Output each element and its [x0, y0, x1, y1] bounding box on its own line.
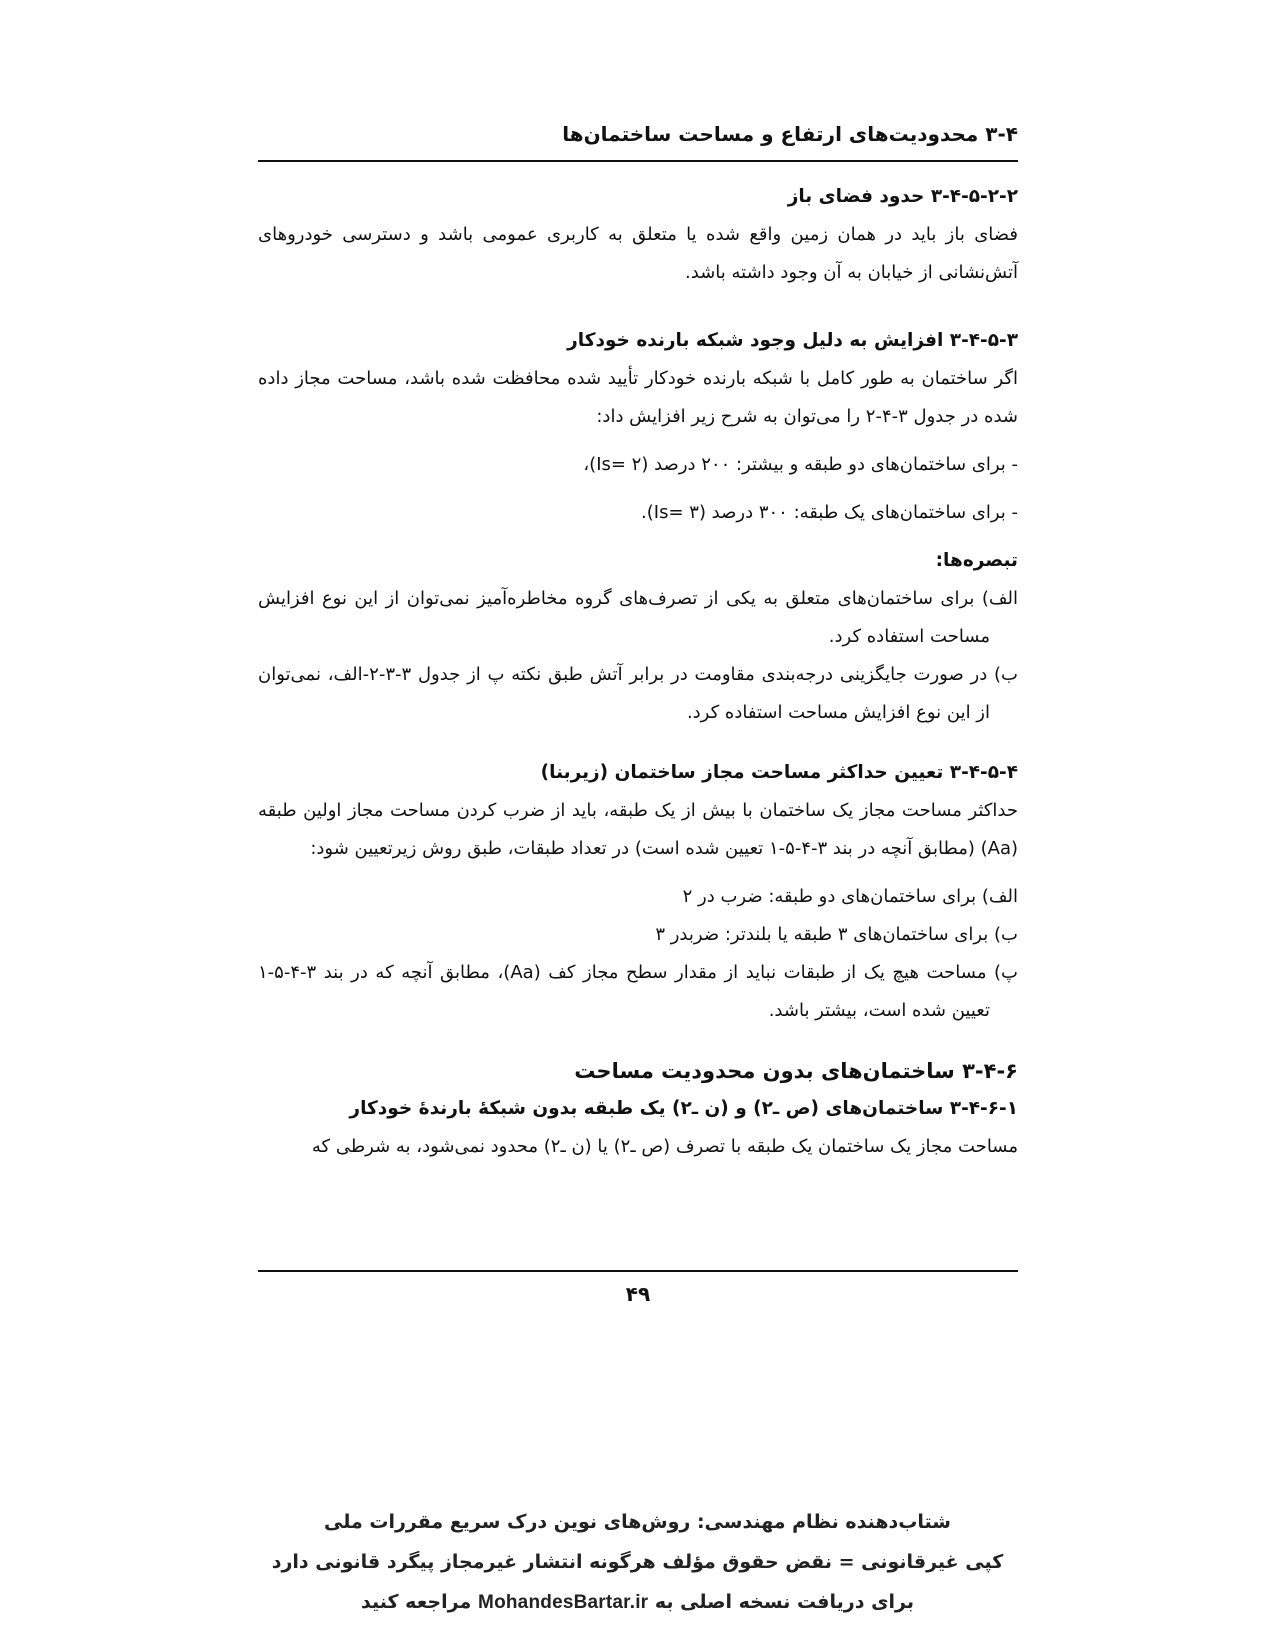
watermark-line-3-suffix: مراجعه کنید — [361, 1591, 472, 1613]
list-item-b: ب) برای ساختمان‌های ۳ طبقه یا بلندتر: ضربدر ۳ — [655, 924, 1018, 945]
watermark-line-1: شتاب‌دهنده نظام مهندسی: روش‌های نوین درک سریع مقررات ملی — [324, 1511, 951, 1533]
running-header-title: ۳-۴ محدودیت‌های ارتفاع و مساحت ساختمان‌ها — [562, 122, 1018, 146]
page-body — [258, 178, 1018, 1166]
watermark-line-2: کپی غیرقانونی = نقض حقوق مؤلف هرگونه انتشار غیرمجاز پیگرد قانونی دارد — [271, 1551, 1004, 1573]
paragraph-sprinkler: اگر ساختمان به طور کامل با شبکه بارنده خودکار تأیید شده محافظت شده باشد، مساحت مجاز داده شده در جدول ۳-۴-۲ را می‌توان به شرح زیر افزایش داد: — [258, 368, 1018, 427]
paragraph-unlimited: مساحت مجاز یک ساختمان یک طبقه با تصرف (ص ـ۲) یا (ن ـ۲) محدود نمی‌شود، به شرطی که — [311, 1136, 1018, 1157]
note-a: الف) برای ساختمان‌های متعلق به یکی از تصرف‌های گروه مخاطره‌آمیز نمی‌توان از این نوع افزایش مساحت استفاده کرد. — [258, 588, 1018, 647]
section-heading-sprinkler: ۳-۴-۵-۳ افزایش به دلیل وجود شبکه بارنده خودکار — [567, 330, 1018, 351]
note-b: ب) در صورت جایگزینی درجه‌بندی مقاومت در برابر آتش طبق نکته پ از جدول ۳-۳-۲-الف، نمی‌توان از این نوع افزایش مساحت استفاده کرد. — [258, 664, 1018, 723]
notes-title: تبصره‌ها: — [935, 550, 1018, 571]
spacer — [258, 868, 1018, 878]
page-number: ۴۹ — [625, 1282, 651, 1306]
list-item-one-story: - برای ساختمان‌های یک طبقه: ۳۰۰ درصد (Is= ۳). — [641, 502, 1018, 523]
paragraph-open-space: فضای باز باید در همان زمین واقع شده یا متعلق به کاربری عمومی باشد و دسترسی خودروهای آتش‌نشانی از خیابان به آن وجود داشته باشد. — [258, 224, 1018, 283]
paragraph-max-area: حداکثر مساحت مجاز یک ساختمان با بیش از یک طبقه، باید از ضرب کردن مساحت مجاز اولین طبقه (Aa) (مطابق آنچه در بند ۳-۴-۵-۱ تعیین شده است) در تعداد طبقات، طبق روش زیرتعیین شود: — [258, 800, 1018, 859]
section-heading-unlimited: ۳-۴-۶ ساختمان‌های بدون محدودیت مساحت — [574, 1059, 1018, 1083]
spacer — [258, 532, 1018, 542]
subsection-heading-unlimited: ۳-۴-۶-۱ ساختمان‌های (ص ـ۲) و (ن ـ۲) یک طبقه بدون شبکهٔ بارندهٔ خودکار — [349, 1098, 1018, 1119]
spacer — [258, 732, 1018, 754]
list-item-two-story: - برای ساختمان‌های دو طبقه و بیشتر: ۲۰۰ درصد (Is= ۲)، — [583, 454, 1018, 475]
list-item-a: الف) برای ساختمان‌های دو طبقه: ضرب در ۲ — [682, 886, 1018, 907]
watermark-line-3 — [200, 1582, 1075, 1623]
watermark-line-3-prefix: برای دریافت نسخه اصلی به — [654, 1591, 914, 1613]
watermark-site-link: MohandesBartar.ir — [478, 1592, 649, 1613]
header-rule — [258, 160, 1018, 162]
spacer — [258, 292, 1018, 322]
spacer — [258, 1030, 1018, 1052]
spacer — [258, 436, 1018, 446]
watermark-notice — [200, 1502, 1075, 1623]
list-item-c: پ) مساحت هیچ یک از طبقات نباید از مقدار سطح مجاز کف (Aa)، مطابق آنچه که در بند ۳-۴-۵-۱ تعیین شده است، بیشتر باشد. — [258, 962, 1018, 1021]
footer-rule — [258, 1270, 1018, 1272]
section-heading-open-space: ۳-۴-۵-۲-۲ حدود فضای باز — [787, 186, 1018, 207]
spacer — [258, 484, 1018, 494]
section-heading-max-area: ۳-۴-۵-۴ تعیین حداکثر مساحت مجاز ساختمان (زیربنا) — [540, 762, 1018, 783]
